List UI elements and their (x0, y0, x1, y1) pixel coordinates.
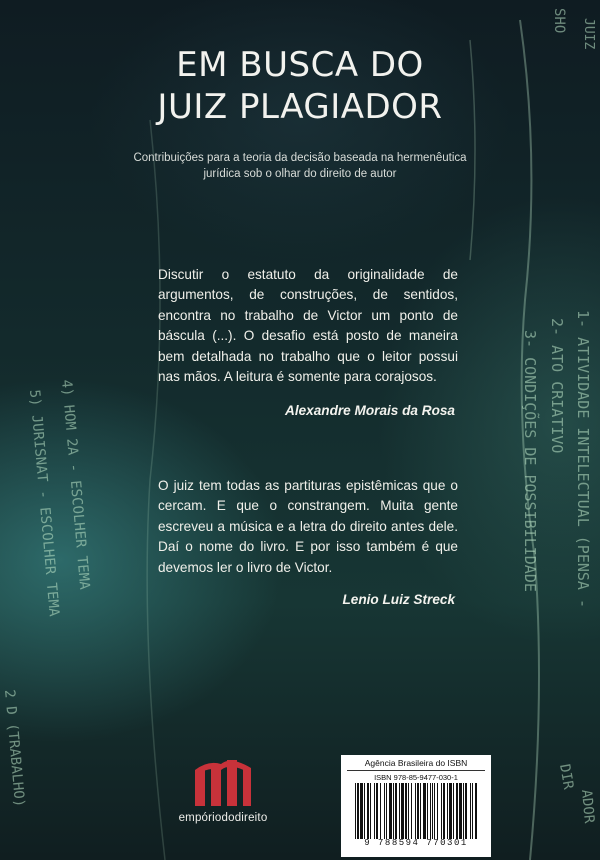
chalk-text-top-right-2: JUIZ (581, 18, 596, 50)
isbn-number: ISBN 978-85-9477-030-1 (374, 773, 458, 782)
blurb-quote-2: O juiz tem todas as partituras epistêmicas que o cercam. E que o constrangem. Muita gente escreveu a música e a letra do direito antes dele. Daí o nome do livro. E por isso também é que devemos ler o livro de Victor. (158, 478, 458, 575)
chalk-text-bottom-right-1: DIR (556, 762, 577, 791)
isbn-agency-label: Agência Brasileira do ISBN (347, 758, 485, 771)
chalk-text-top-right-1: SHO (551, 8, 567, 34)
book-title (0, 44, 600, 128)
chalk-text-bottom-right-2: ADOR (578, 788, 597, 824)
blurb-author-2: Lenio Luiz Streck (342, 592, 455, 607)
blurb-quote-1: Discutir o estatuto da originalidade de argumentos, de construções, de sentidos, encontra no trabalho de Victor um ponto de báscula (...). O desafio está posto de maneira bem detalhada no trabalho que o leitor possui nas mãos. A leitura é somente para corajosos. (158, 267, 458, 385)
chalk-text-right-2: 2- ATO CRIATIVO (548, 318, 566, 454)
emporio-do-direito-logo-icon (193, 758, 253, 808)
blurb-author-1: Alexandre Morais da Rosa (285, 403, 455, 418)
book-subtitle: Contribuições para a teoria da decisão baseada na hermenêutica jurídica sob o olhar do direito de autor (133, 152, 467, 180)
book-title-line-2: JUIZ PLAGIADOR (157, 87, 443, 127)
chalk-text-right-3: 3- CONDIÇÕES DE POSSIBILIDADE (521, 330, 539, 592)
isbn-barcode-box (341, 755, 491, 857)
barcode-digits: 9 788594 770301 (364, 838, 468, 848)
chalk-text-right-1: 1- ATIVIDADE INTELECTUAL (PENSA - (574, 310, 592, 609)
publisher-block (168, 758, 278, 824)
chalk-text-left-2: 5) JURISNAT - ESCOLHER TEMA (26, 388, 62, 618)
chalk-text-left-1: 4) HOM 2A - ESCOLHER TEMA (58, 378, 93, 591)
book-title-line-1: EM BUSCA DO (176, 45, 424, 85)
chalk-text-left-3: 2 D (TRABALHO) (1, 688, 28, 808)
barcode-icon (351, 783, 481, 839)
publisher-name: empóriododireito (178, 812, 268, 824)
